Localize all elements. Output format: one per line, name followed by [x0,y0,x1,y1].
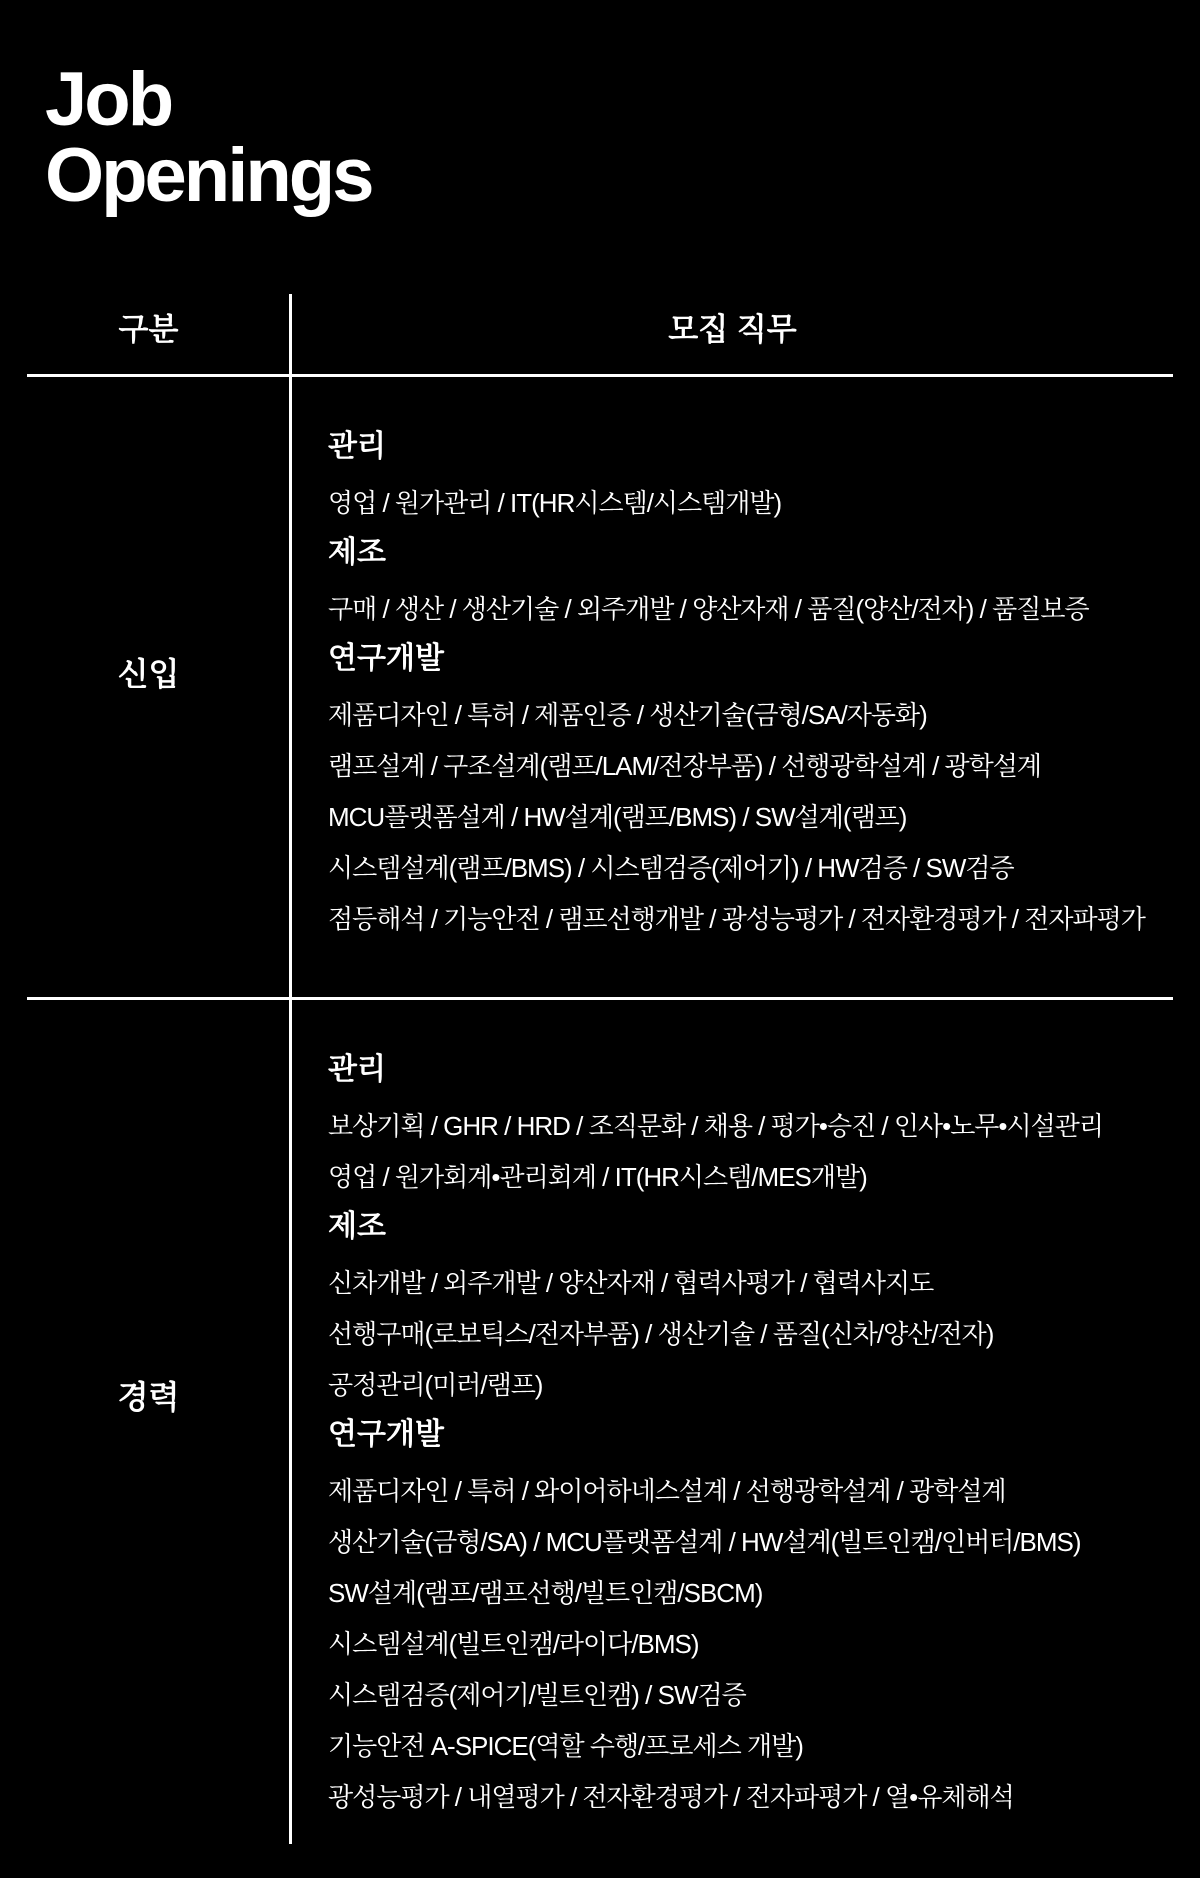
job-line: 기능안전 A-SPICE(역할 수행/프로세스 개발) [328,1731,803,1761]
job-line: 신차개발 / 외주개발 / 양산자재 / 협력사평가 / 협력사지도 [328,1268,934,1298]
row-label-experienced: 경력 [117,1379,180,1415]
job-line: 영업 / 원가회계•관리회계 / IT(HR시스템/MES개발) [328,1162,867,1192]
job-line: 선행구매(로보틱스/전자부품) / 생산기술 / 품질(신차/양산/전자) [328,1319,994,1349]
row-divider [27,997,1173,1000]
page-title-line-1: Job [45,57,172,142]
row-label-new-grad: 신입 [117,656,180,692]
job-line: 시스템검증(제어기/빌트인캠) / SW검증 [328,1680,746,1710]
job-line: MCU플랫폼설계 / HW설계(램프/BMS) / SW설계(램프) [328,802,907,832]
new-grad-positions [328,423,1158,945]
job-line: 보상기획 / GHR / HRD / 조직문화 / 채용 / 평가•승진 / 인사•노무•시설관리 [328,1111,1103,1141]
job-line: SW설계(램프/램프선행/빌트인캠/SBCM) [328,1578,763,1608]
job-line: 시스템설계(램프/BMS) / 시스템검증(제어기) / HW검증 / SW검증 [328,853,1014,883]
group-title-management: 관리 [328,1053,386,1086]
job-line: 영업 / 원가관리 / IT(HR시스템/시스템개발) [328,488,782,518]
job-line: 제품디자인 / 특허 / 제품인증 / 생산기술(금형/SA/자동화) [328,700,927,730]
job-line: 공정관리(미러/램프) [328,1370,543,1400]
job-line: 시스템설계(빌트인캠/라이다/BMS) [328,1629,699,1659]
job-line: 생산기술(금형/SA) / MCU플랫폼설계 / HW설계(빌트인캠/인버터/BMS) [328,1527,1081,1557]
experienced-positions [328,1046,1158,1823]
group-title-manufacturing: 제조 [328,1210,386,1243]
group-title-rnd: 연구개발 [328,1418,444,1451]
group-title-manufacturing: 제조 [328,536,386,569]
group-title-management: 관리 [328,430,386,463]
page-title [45,57,372,218]
job-line: 제품디자인 / 특허 / 와이어하네스설계 / 선행광학설계 / 광학설계 [328,1476,1006,1506]
header-divider [27,374,1173,377]
job-line: 구매 / 생산 / 생산기술 / 외주개발 / 양산자재 / 품질(양산/전자) / 품질보증 [328,594,1089,624]
group-title-rnd: 연구개발 [328,642,444,675]
job-line: 점등해석 / 기능안전 / 램프선행개발 / 광성능평가 / 전자환경평가 / 전자파평가 [328,904,1145,934]
column-header-category: 구분 [118,312,179,347]
job-line: 램프설계 / 구조설계(램프/LAM/전장부품) / 선행광학설계 / 광학설계 [328,751,1042,781]
job-line: 광성능평가 / 내열평가 / 전자환경평가 / 전자파평가 / 열•유체해석 [328,1782,1014,1812]
column-header-positions: 모집 직무 [668,312,797,347]
column-divider [289,294,292,1844]
page-title-line-2: Openings [45,133,372,218]
